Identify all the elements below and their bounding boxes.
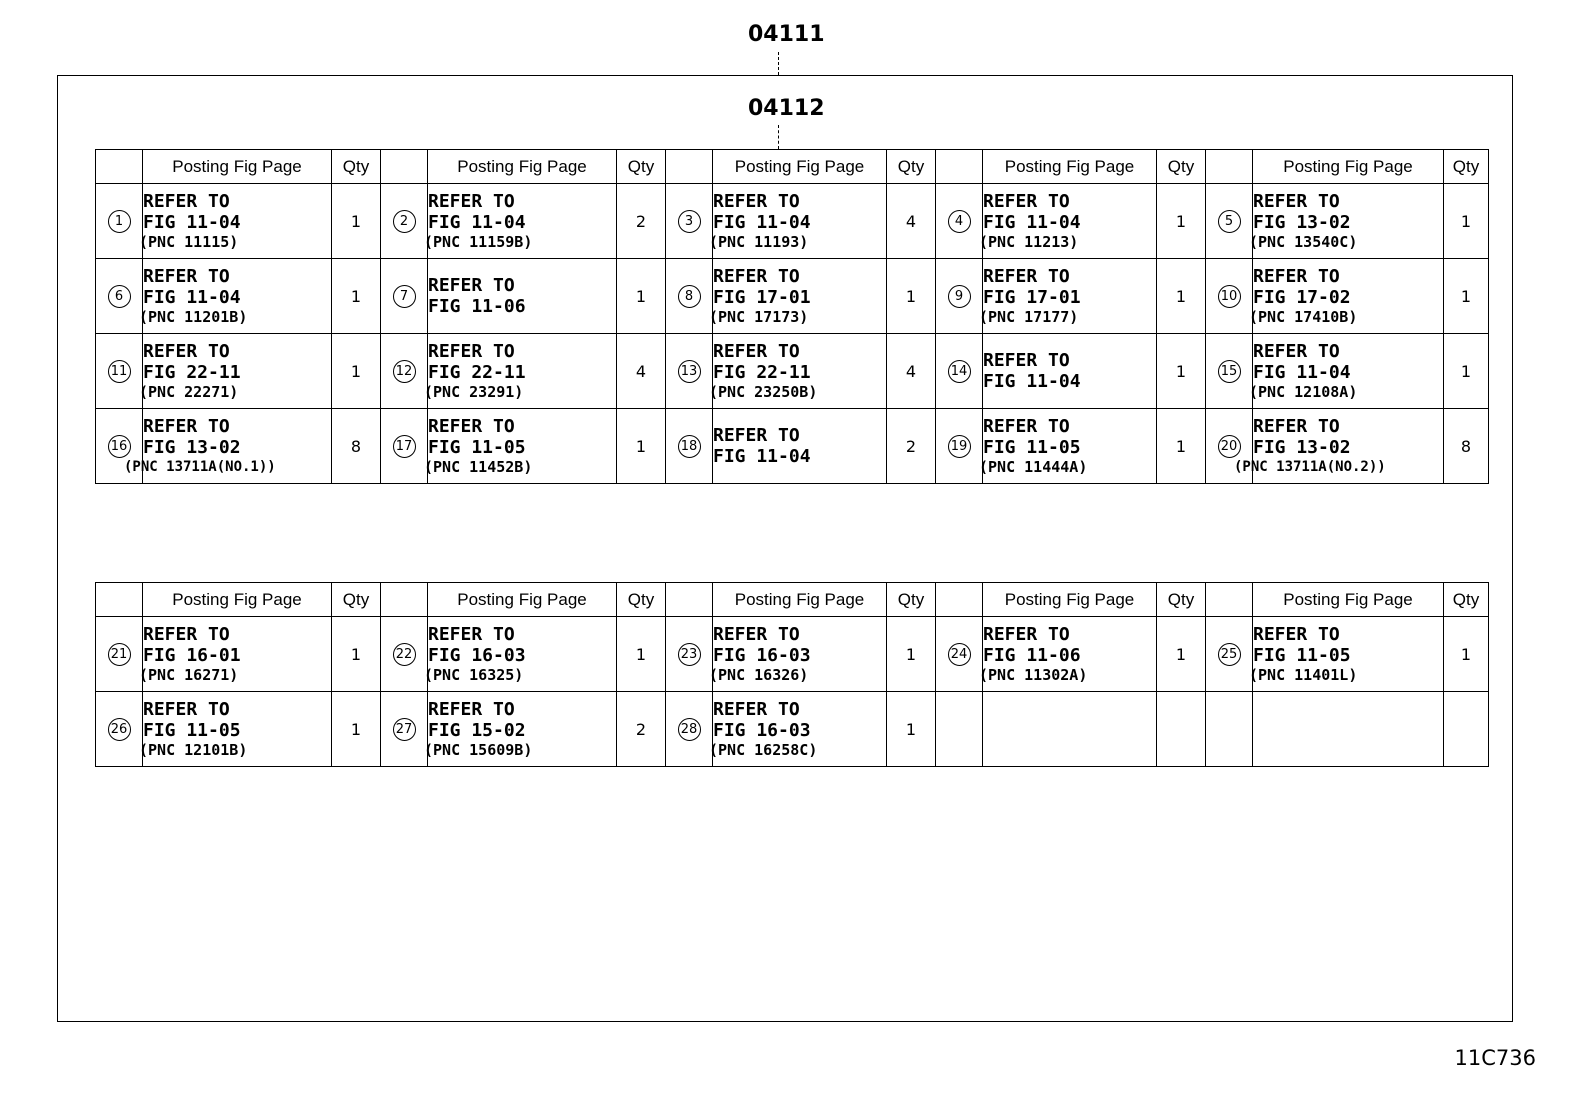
item-number-cell xyxy=(1206,692,1253,767)
fig-page-text: FIG 11-05 xyxy=(428,436,526,458)
pnc-text: (PNC 22271) xyxy=(139,382,239,401)
qty-cell: 1 xyxy=(887,692,936,767)
fig-page-text: FIG 16-03 xyxy=(713,719,811,741)
posting-fig-page-cell xyxy=(709,617,887,692)
fig-page-text: FIG 13-02 xyxy=(1253,211,1351,233)
qty-cell: 1 xyxy=(887,259,936,334)
qty-cell: 2 xyxy=(887,409,936,484)
qty-cell: 2 xyxy=(617,692,666,767)
callout-number: 4 xyxy=(948,210,971,233)
table-row xyxy=(96,617,1489,692)
qty-cell: 1 xyxy=(617,409,666,484)
refer-to-text: REFER TO xyxy=(428,340,515,362)
callout-number: 10 xyxy=(1218,285,1241,308)
callout-number: 8 xyxy=(678,285,701,308)
pnc-text: (PNC 15609B) xyxy=(424,740,533,759)
qty-cell: 1 xyxy=(332,617,381,692)
posting-fig-page-cell xyxy=(424,334,617,409)
callout-number: 15 xyxy=(1218,360,1241,383)
item-number-cell xyxy=(1206,334,1253,409)
callout-number: 6 xyxy=(108,285,131,308)
callout-number: 27 xyxy=(393,718,416,741)
posting-fig-page-cell xyxy=(139,334,332,409)
posting-fig-page-cell xyxy=(1234,409,1444,484)
item-number-cell xyxy=(666,409,713,484)
pnc-text: (PNC 11302A) xyxy=(979,665,1088,684)
posting-fig-page-cell xyxy=(424,692,617,767)
pnc-text: (PNC 17177) xyxy=(979,307,1079,326)
fig-page-text: FIG 11-04 xyxy=(983,371,1081,392)
refer-to-text: REFER TO xyxy=(1253,415,1340,437)
item-number-cell xyxy=(381,259,428,334)
item-number-cell xyxy=(381,184,428,259)
item-number-cell xyxy=(96,617,143,692)
posting-fig-page-cell xyxy=(1249,184,1444,259)
fig-page-text: FIG 13-02 xyxy=(1253,436,1351,458)
table-row xyxy=(96,692,1489,767)
callout-number: 23 xyxy=(678,643,701,666)
callout-number: 22 xyxy=(393,643,416,666)
qty-cell: 2 xyxy=(617,184,666,259)
item-number-cell xyxy=(381,617,428,692)
header-posting-fig-page: Posting Fig Page xyxy=(428,583,617,617)
pnc-text: (PNC 11159B) xyxy=(424,232,533,251)
item-number-cell xyxy=(666,184,713,259)
fig-page-text: FIG 11-04 xyxy=(713,211,811,233)
callout-number: 25 xyxy=(1218,643,1241,666)
fig-page-text: FIG 11-05 xyxy=(1253,644,1351,666)
item-number-cell xyxy=(381,692,428,767)
header-qty: Qty xyxy=(1444,583,1489,617)
qty-cell: 1 xyxy=(332,334,381,409)
posting-fig-page-cell xyxy=(709,184,887,259)
pnc-text: (PNC 16271) xyxy=(139,665,239,684)
qty-cell xyxy=(1444,692,1489,767)
callout-number: 20 xyxy=(1218,435,1241,458)
qty-cell: 4 xyxy=(617,334,666,409)
qty-cell: 4 xyxy=(887,334,936,409)
qty-cell: 8 xyxy=(332,409,381,484)
header-blank xyxy=(1206,150,1253,184)
assembly-label-04112: 04112 xyxy=(748,96,825,121)
callout-number: 24 xyxy=(948,643,971,666)
item-number-cell xyxy=(96,692,143,767)
assembly-label-04111: 04111 xyxy=(748,22,825,47)
posting-fig-page-cell xyxy=(428,259,617,334)
posting-fig-page-cell xyxy=(983,334,1157,409)
item-number-cell xyxy=(666,692,713,767)
header-row xyxy=(96,583,1489,617)
header-blank xyxy=(936,150,983,184)
refer-to-text: REFER TO xyxy=(713,425,800,446)
leader-line-04112 xyxy=(778,125,779,149)
posting-fig-page-cell xyxy=(139,259,332,334)
header-qty: Qty xyxy=(617,150,666,184)
item-number-cell xyxy=(936,259,983,334)
fig-page-text: FIG 11-05 xyxy=(983,436,1081,458)
pnc-text: (PNC 11452B) xyxy=(424,457,533,476)
qty-cell: 1 xyxy=(332,259,381,334)
posting-fig-page-cell xyxy=(979,259,1157,334)
refer-to-text: REFER TO xyxy=(428,190,515,212)
item-number-cell xyxy=(381,334,428,409)
header-posting-fig-page: Posting Fig Page xyxy=(1253,583,1444,617)
qty-cell: 1 xyxy=(1157,617,1206,692)
header-posting-fig-page: Posting Fig Page xyxy=(143,583,332,617)
fig-page-text: FIG 11-05 xyxy=(143,719,241,741)
item-number-cell xyxy=(666,334,713,409)
callout-number: 14 xyxy=(948,360,971,383)
reference-table-1 xyxy=(95,149,1489,484)
refer-to-text: REFER TO xyxy=(143,265,230,287)
callout-number: 28 xyxy=(678,718,701,741)
posting-fig-page-cell xyxy=(1249,617,1444,692)
posting-fig-page-cell xyxy=(979,617,1157,692)
pnc-text: (PNC 12108A) xyxy=(1249,382,1358,401)
posting-fig-page-cell xyxy=(139,692,332,767)
refer-to-text: REFER TO xyxy=(713,623,800,645)
header-qty: Qty xyxy=(332,150,381,184)
pnc-text: (PNC 16258C) xyxy=(709,740,818,759)
pnc-text: (PNC 13711A(NO.2)) xyxy=(1234,458,1386,475)
item-number-cell xyxy=(96,184,143,259)
refer-to-text: REFER TO xyxy=(143,340,230,362)
posting-fig-page-cell xyxy=(983,692,1157,767)
qty-cell: 1 xyxy=(332,692,381,767)
qty-cell: 1 xyxy=(617,617,666,692)
item-number-cell xyxy=(96,334,143,409)
pnc-text: (PNC 13711A(NO.1)) xyxy=(124,458,276,475)
qty-cell: 1 xyxy=(1444,184,1489,259)
item-number-cell xyxy=(936,692,983,767)
refer-to-text: REFER TO xyxy=(143,623,230,645)
refer-to-text: REFER TO xyxy=(713,265,800,287)
header-blank xyxy=(1206,583,1253,617)
fig-page-text: FIG 11-06 xyxy=(428,296,526,317)
callout-number: 19 xyxy=(948,435,971,458)
callout-number: 3 xyxy=(678,210,701,233)
refer-to-text: REFER TO xyxy=(983,265,1070,287)
item-number-cell xyxy=(936,334,983,409)
reference-table-2 xyxy=(95,582,1489,767)
refer-to-text: REFER TO xyxy=(428,698,515,720)
refer-to-text: REFER TO xyxy=(143,698,230,720)
refer-to-text: REFER TO xyxy=(713,698,800,720)
header-qty: Qty xyxy=(332,583,381,617)
header-posting-fig-page: Posting Fig Page xyxy=(428,150,617,184)
header-qty: Qty xyxy=(1157,150,1206,184)
posting-fig-page-cell xyxy=(1249,259,1444,334)
callout-number: 13 xyxy=(678,360,701,383)
refer-to-text: REFER TO xyxy=(1253,340,1340,362)
posting-fig-page-cell xyxy=(1249,334,1444,409)
qty-cell xyxy=(1157,692,1206,767)
header-posting-fig-page: Posting Fig Page xyxy=(143,150,332,184)
item-number-cell xyxy=(936,409,983,484)
fig-page-text: FIG 11-04 xyxy=(428,211,526,233)
pnc-text: (PNC 12101B) xyxy=(139,740,248,759)
pnc-text: (PNC 11444A) xyxy=(979,457,1088,476)
posting-fig-page-cell xyxy=(139,184,332,259)
pnc-text: (PNC 11115) xyxy=(139,232,239,251)
header-posting-fig-page: Posting Fig Page xyxy=(983,150,1157,184)
fig-page-text: FIG 11-04 xyxy=(983,211,1081,233)
pnc-text: (PNC 23250B) xyxy=(709,382,818,401)
qty-cell: 1 xyxy=(1444,259,1489,334)
fig-page-text: FIG 11-06 xyxy=(983,644,1081,666)
callout-number: 16 xyxy=(108,435,131,458)
table-row xyxy=(96,334,1489,409)
pnc-text: (PNC 13540C) xyxy=(1249,232,1358,251)
refer-to-text: REFER TO xyxy=(713,340,800,362)
pnc-text: (PNC 11401L) xyxy=(1249,665,1358,684)
table-row xyxy=(96,409,1489,484)
qty-cell: 1 xyxy=(1157,334,1206,409)
callout-number: 5 xyxy=(1218,210,1241,233)
refer-to-text: REFER TO xyxy=(983,415,1070,437)
pnc-text: (PNC 16325) xyxy=(424,665,524,684)
header-qty: Qty xyxy=(617,583,666,617)
qty-cell: 1 xyxy=(332,184,381,259)
item-number-cell xyxy=(1206,617,1253,692)
qty-cell: 1 xyxy=(1157,184,1206,259)
fig-page-text: FIG 22-11 xyxy=(713,361,811,383)
header-blank xyxy=(381,583,428,617)
qty-cell: 1 xyxy=(1444,334,1489,409)
refer-to-text: REFER TO xyxy=(1253,190,1340,212)
pnc-text: (PNC 11213) xyxy=(979,232,1079,251)
table-row xyxy=(96,184,1489,259)
refer-to-text: REFER TO xyxy=(1253,265,1340,287)
refer-to-text: REFER TO xyxy=(1253,623,1340,645)
fig-page-text: FIG 16-01 xyxy=(143,644,241,666)
header-blank xyxy=(666,150,713,184)
refer-to-text: REFER TO xyxy=(428,623,515,645)
posting-fig-page-cell xyxy=(709,334,887,409)
posting-fig-page-cell xyxy=(1253,692,1444,767)
table-row xyxy=(96,259,1489,334)
header-posting-fig-page: Posting Fig Page xyxy=(1253,150,1444,184)
leader-line-04111 xyxy=(778,52,779,75)
posting-fig-page-cell xyxy=(424,409,617,484)
fig-page-text: FIG 17-01 xyxy=(713,286,811,308)
header-posting-fig-page: Posting Fig Page xyxy=(983,583,1157,617)
pnc-text: (PNC 11193) xyxy=(709,232,809,251)
qty-cell: 4 xyxy=(887,184,936,259)
fig-page-text: FIG 11-04 xyxy=(713,446,811,467)
callout-number: 26 xyxy=(108,718,131,741)
callout-number: 21 xyxy=(108,643,131,666)
fig-page-text: FIG 13-02 xyxy=(143,436,241,458)
callout-number: 18 xyxy=(678,435,701,458)
posting-fig-page-cell xyxy=(979,409,1157,484)
callout-number: 1 xyxy=(108,210,131,233)
item-number-cell xyxy=(936,184,983,259)
refer-to-text: REFER TO xyxy=(143,415,230,437)
fig-page-text: FIG 11-04 xyxy=(143,286,241,308)
qty-cell: 1 xyxy=(1444,617,1489,692)
item-number-cell xyxy=(666,617,713,692)
refer-to-text: REFER TO xyxy=(428,275,515,296)
posting-fig-page-cell xyxy=(424,184,617,259)
fig-page-text: FIG 22-11 xyxy=(428,361,526,383)
fig-page-text: FIG 17-02 xyxy=(1253,286,1351,308)
callout-number: 9 xyxy=(948,285,971,308)
pnc-text: (PNC 16326) xyxy=(709,665,809,684)
qty-cell: 1 xyxy=(1157,409,1206,484)
item-number-cell xyxy=(666,259,713,334)
posting-fig-page-cell xyxy=(124,409,332,484)
header-qty: Qty xyxy=(1444,150,1489,184)
callout-number: 17 xyxy=(393,435,416,458)
header-posting-fig-page: Posting Fig Page xyxy=(713,583,887,617)
posting-fig-page-cell xyxy=(709,692,887,767)
header-qty: Qty xyxy=(887,150,936,184)
pnc-text: (PNC 17173) xyxy=(709,307,809,326)
posting-fig-page-cell xyxy=(139,617,332,692)
item-number-cell xyxy=(381,409,428,484)
header-blank xyxy=(96,150,143,184)
fig-page-text: FIG 22-11 xyxy=(143,361,241,383)
illustration-code: 11C736 xyxy=(1454,1046,1536,1070)
fig-page-text: FIG 15-02 xyxy=(428,719,526,741)
header-qty: Qty xyxy=(887,583,936,617)
callout-number: 12 xyxy=(393,360,416,383)
refer-to-text: REFER TO xyxy=(983,350,1070,371)
pnc-text: (PNC 23291) xyxy=(424,382,524,401)
refer-to-text: REFER TO xyxy=(983,623,1070,645)
refer-to-text: REFER TO xyxy=(713,190,800,212)
fig-page-text: FIG 16-03 xyxy=(428,644,526,666)
header-blank xyxy=(666,583,713,617)
pnc-text: (PNC 17410B) xyxy=(1249,307,1358,326)
header-blank xyxy=(381,150,428,184)
pnc-text: (PNC 11201B) xyxy=(139,307,248,326)
posting-fig-page-cell xyxy=(713,409,887,484)
header-qty: Qty xyxy=(1157,583,1206,617)
posting-fig-page-cell xyxy=(709,259,887,334)
qty-cell: 8 xyxy=(1444,409,1489,484)
qty-cell: 1 xyxy=(887,617,936,692)
callout-number: 7 xyxy=(393,285,416,308)
item-number-cell xyxy=(96,259,143,334)
fig-page-text: FIG 11-04 xyxy=(1253,361,1351,383)
refer-to-text: REFER TO xyxy=(983,190,1070,212)
item-number-cell xyxy=(936,617,983,692)
header-posting-fig-page: Posting Fig Page xyxy=(713,150,887,184)
fig-page-text: FIG 11-04 xyxy=(143,211,241,233)
refer-to-text: REFER TO xyxy=(143,190,230,212)
refer-to-text: REFER TO xyxy=(428,415,515,437)
fig-page-text: FIG 16-03 xyxy=(713,644,811,666)
callout-number: 11 xyxy=(108,360,131,383)
callout-number: 2 xyxy=(393,210,416,233)
header-blank xyxy=(96,583,143,617)
fig-page-text: FIG 17-01 xyxy=(983,286,1081,308)
item-number-cell xyxy=(1206,259,1253,334)
qty-cell: 1 xyxy=(617,259,666,334)
header-blank xyxy=(936,583,983,617)
item-number-cell xyxy=(1206,184,1253,259)
posting-fig-page-cell xyxy=(979,184,1157,259)
posting-fig-page-cell xyxy=(424,617,617,692)
header-row xyxy=(96,150,1489,184)
qty-cell: 1 xyxy=(1157,259,1206,334)
